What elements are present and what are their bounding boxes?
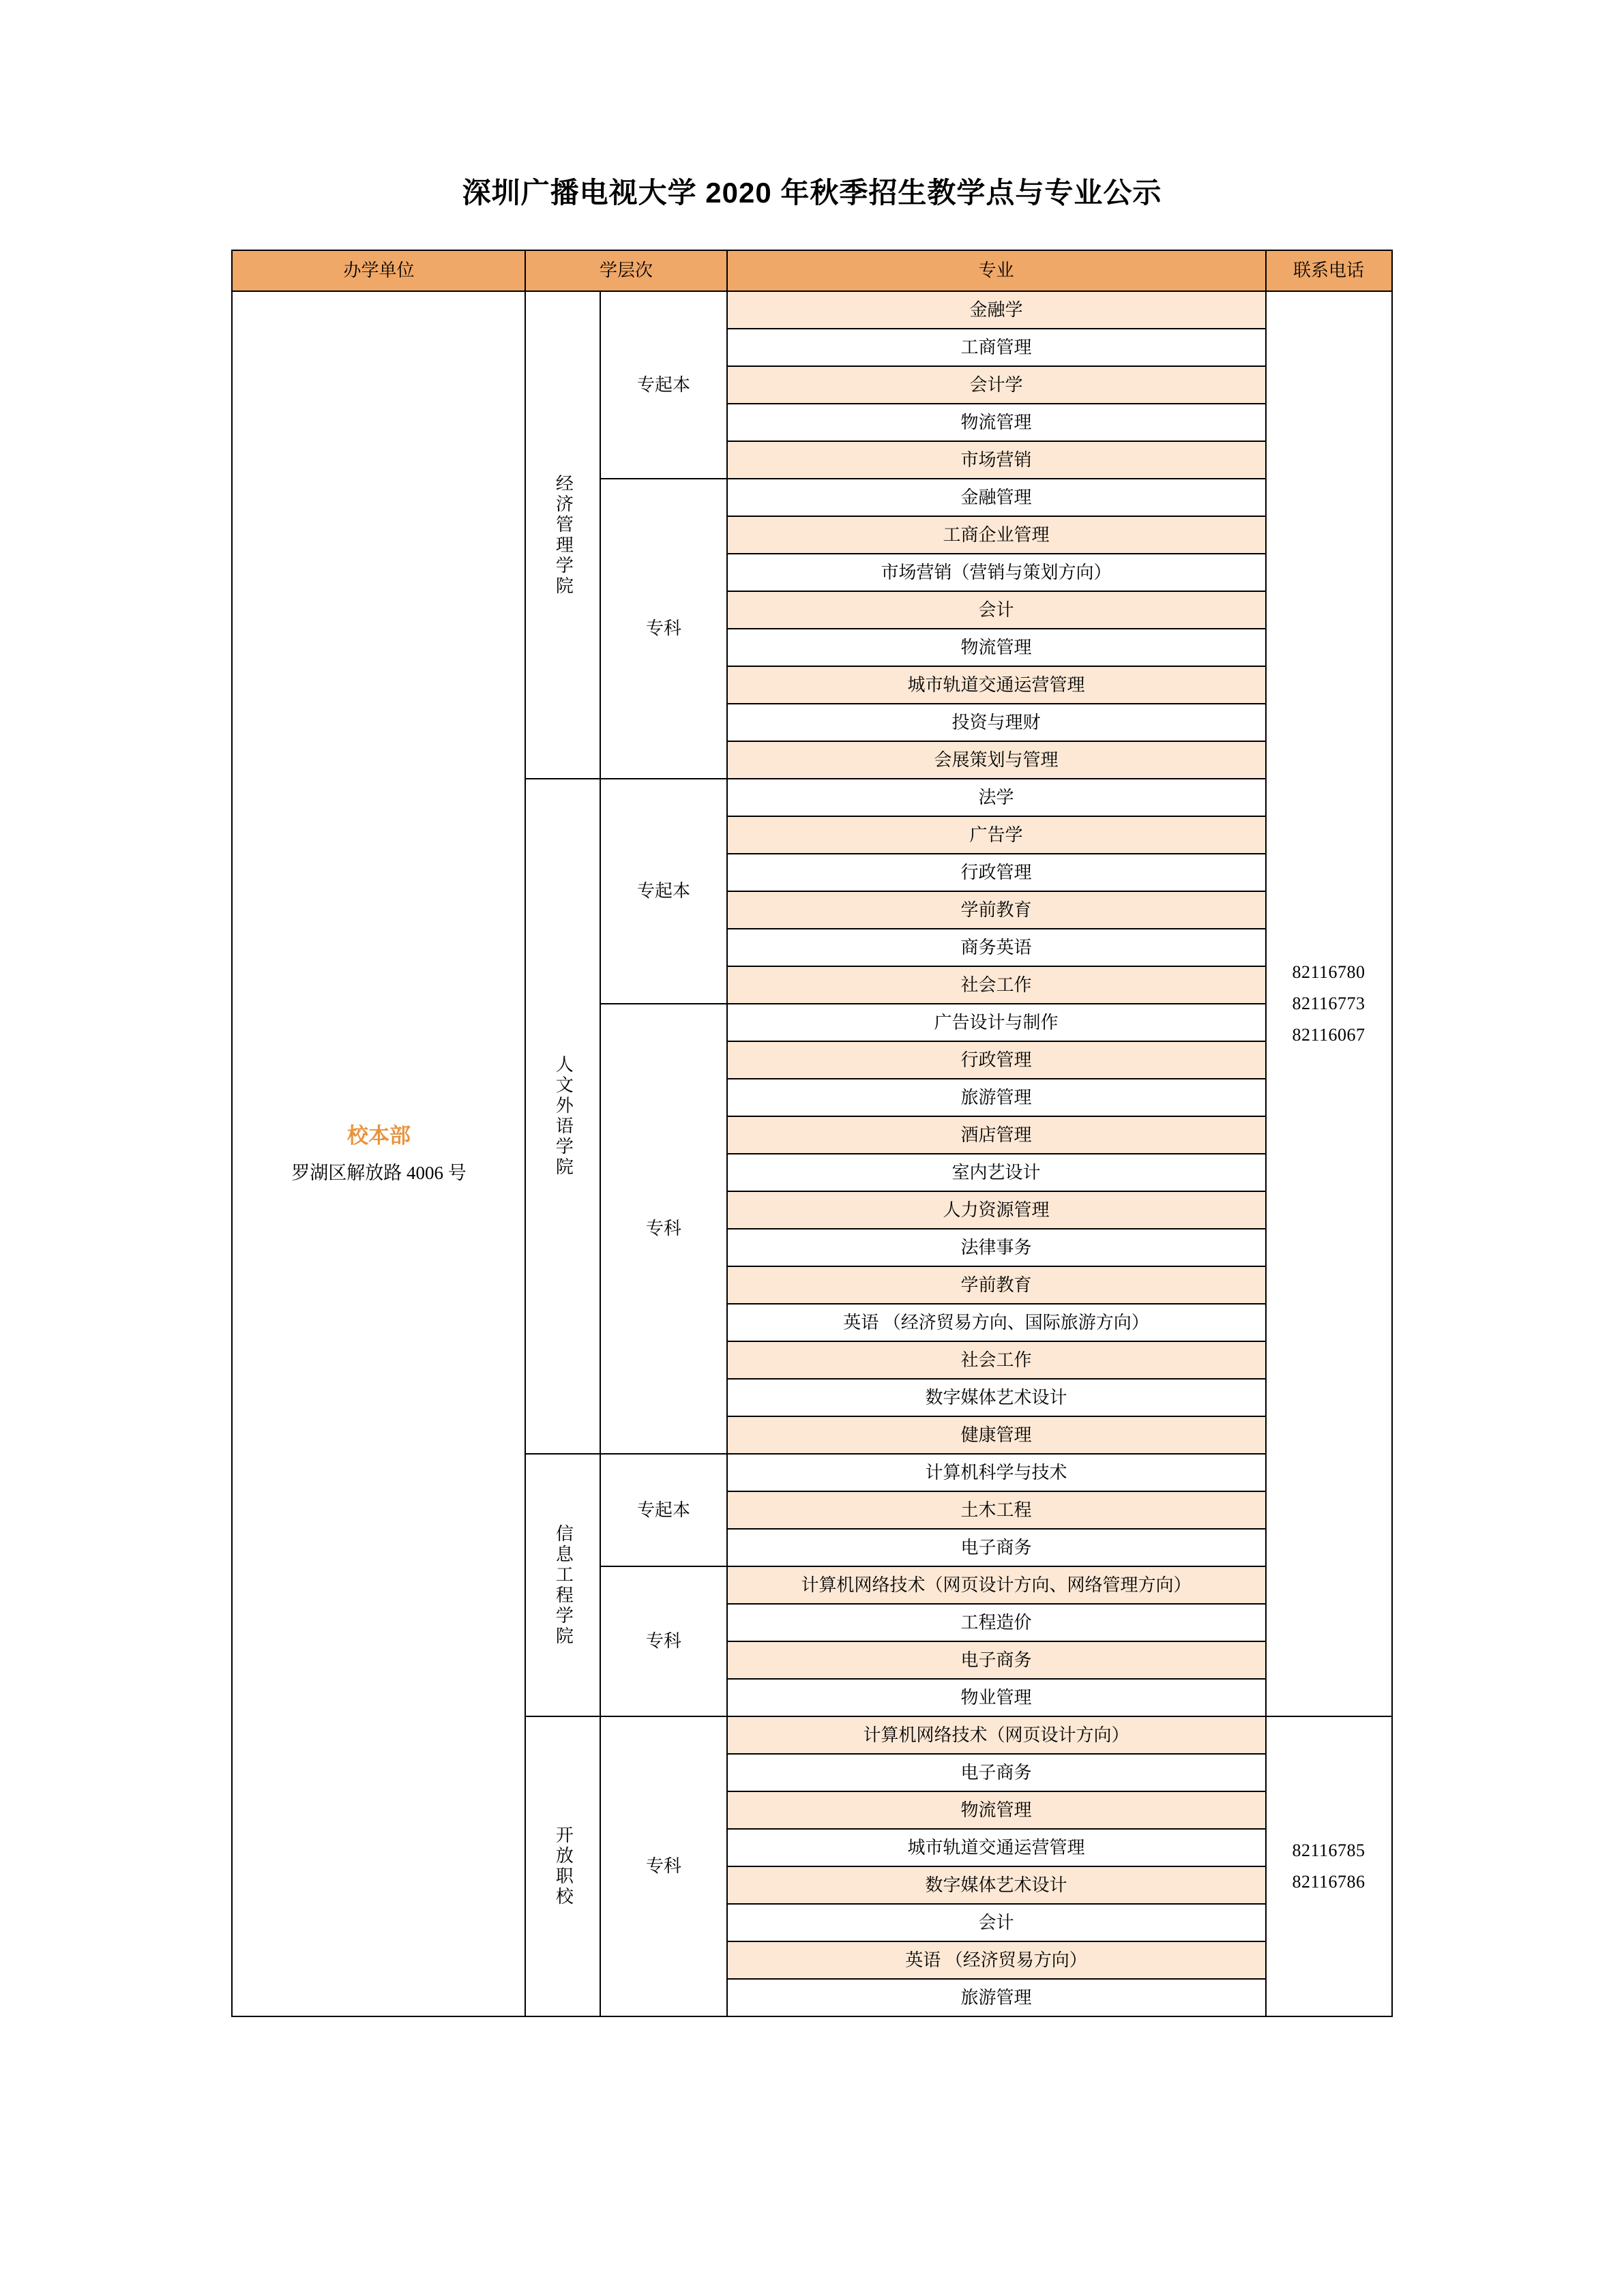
cell-major: 城市轨道交通运营管理	[727, 1829, 1266, 1866]
cell-major: 数字媒体艺术设计	[727, 1866, 1266, 1904]
unit-name: 校本部	[346, 1124, 411, 1148]
cell-major: 广告学	[727, 816, 1266, 854]
cell-unit	[232, 291, 525, 2016]
cell-major: 商务英语	[727, 929, 1266, 966]
phone-number: 82116785	[1292, 1840, 1365, 1861]
cell-major: 人力资源管理	[727, 1191, 1266, 1229]
cell-major: 市场营销（营销与策划方向）	[727, 554, 1266, 591]
cell-major: 英语 （经济贸易方向、国际旅游方向）	[727, 1304, 1266, 1341]
cell-major: 工商管理	[727, 329, 1266, 366]
cell-major: 会计	[727, 591, 1266, 629]
cell-phone-vocational	[1266, 1716, 1392, 2016]
cell-major: 土木工程	[727, 1491, 1266, 1529]
cell-major: 会展策划与管理	[727, 741, 1266, 779]
cell-major: 电子商务	[727, 1529, 1266, 1566]
cell-major: 酒店管理	[727, 1116, 1266, 1154]
cell-major: 计算机科学与技术	[727, 1454, 1266, 1491]
cell-major: 物业管理	[727, 1679, 1266, 1716]
table-body	[232, 291, 1391, 2016]
cell-level: 专科	[600, 1566, 726, 1716]
cell-major: 数字媒体艺术设计	[727, 1379, 1266, 1416]
cell-major: 会计	[727, 1904, 1266, 1941]
cell-major: 物流管理	[727, 404, 1266, 441]
header-level: 学层次	[525, 250, 726, 291]
cell-major: 室内艺设计	[727, 1154, 1266, 1191]
cell-level: 专科	[600, 1716, 726, 2016]
cell-major: 物流管理	[727, 1791, 1266, 1829]
phone-number: 82116786	[1292, 1872, 1365, 1892]
cell-major: 法律事务	[727, 1229, 1266, 1266]
cell-school-1: 经济管理学院	[525, 291, 600, 779]
cell-major: 工商企业管理	[727, 516, 1266, 554]
header-unit: 办学单位	[232, 250, 525, 291]
cell-major: 广告设计与制作	[727, 1004, 1266, 1041]
cell-level: 专科	[600, 479, 726, 779]
cell-major: 金融管理	[727, 479, 1266, 516]
cell-major: 电子商务	[727, 1754, 1266, 1791]
header-phone: 联系电话	[1266, 250, 1392, 291]
cell-major: 金融学	[727, 291, 1266, 329]
page-title: 深圳广播电视大学 2020 年秋季招生教学点与专业公示	[462, 177, 1162, 209]
cell-major: 会计学	[727, 366, 1266, 404]
unit-address: 罗湖区解放路 4006 号	[291, 1162, 467, 1183]
cell-major: 学前教育	[727, 1266, 1266, 1304]
cell-major: 计算机网络技术（网页设计方向）	[727, 1716, 1266, 1754]
cell-major: 旅游管理	[727, 1079, 1266, 1116]
cell-level: 专起本	[600, 291, 726, 479]
cell-school-2: 人文外语学院	[525, 779, 600, 1454]
phone-number: 82116780	[1292, 962, 1365, 983]
cell-major: 健康管理	[727, 1416, 1266, 1454]
cell-level: 专起本	[600, 779, 726, 1004]
table-header	[232, 250, 1391, 291]
cell-level: 专起本	[600, 1454, 726, 1566]
cell-major: 物流管理	[727, 629, 1266, 666]
cell-major: 电子商务	[727, 1641, 1266, 1679]
table-header-row	[232, 250, 1391, 291]
cell-major: 学前教育	[727, 891, 1266, 929]
cell-level: 专科	[600, 1004, 726, 1454]
cell-major: 旅游管理	[727, 1979, 1266, 2016]
cell-phone-main	[1266, 291, 1392, 1716]
cell-major: 行政管理	[727, 1041, 1266, 1079]
header-major: 专业	[727, 250, 1266, 291]
cell-major: 行政管理	[727, 854, 1266, 891]
cell-major: 城市轨道交通运营管理	[727, 666, 1266, 704]
cell-major: 投资与理财	[727, 704, 1266, 741]
cell-major: 社会工作	[727, 966, 1266, 1004]
phone-number: 82116067	[1292, 1024, 1365, 1045]
cell-major: 英语 （经济贸易方向）	[727, 1941, 1266, 1979]
cell-major: 计算机网络技术（网页设计方向、网络管理方向）	[727, 1566, 1266, 1604]
cell-major: 工程造价	[727, 1604, 1266, 1641]
cell-school-3: 信息工程学院	[525, 1454, 600, 1716]
table-row	[232, 291, 1391, 329]
admissions-table	[231, 250, 1392, 2017]
cell-major: 社会工作	[727, 1341, 1266, 1379]
phone-number: 82116773	[1292, 994, 1365, 1014]
cell-major: 市场营销	[727, 441, 1266, 479]
cell-school-4: 开放职校	[525, 1716, 600, 2016]
cell-major: 法学	[727, 779, 1266, 816]
